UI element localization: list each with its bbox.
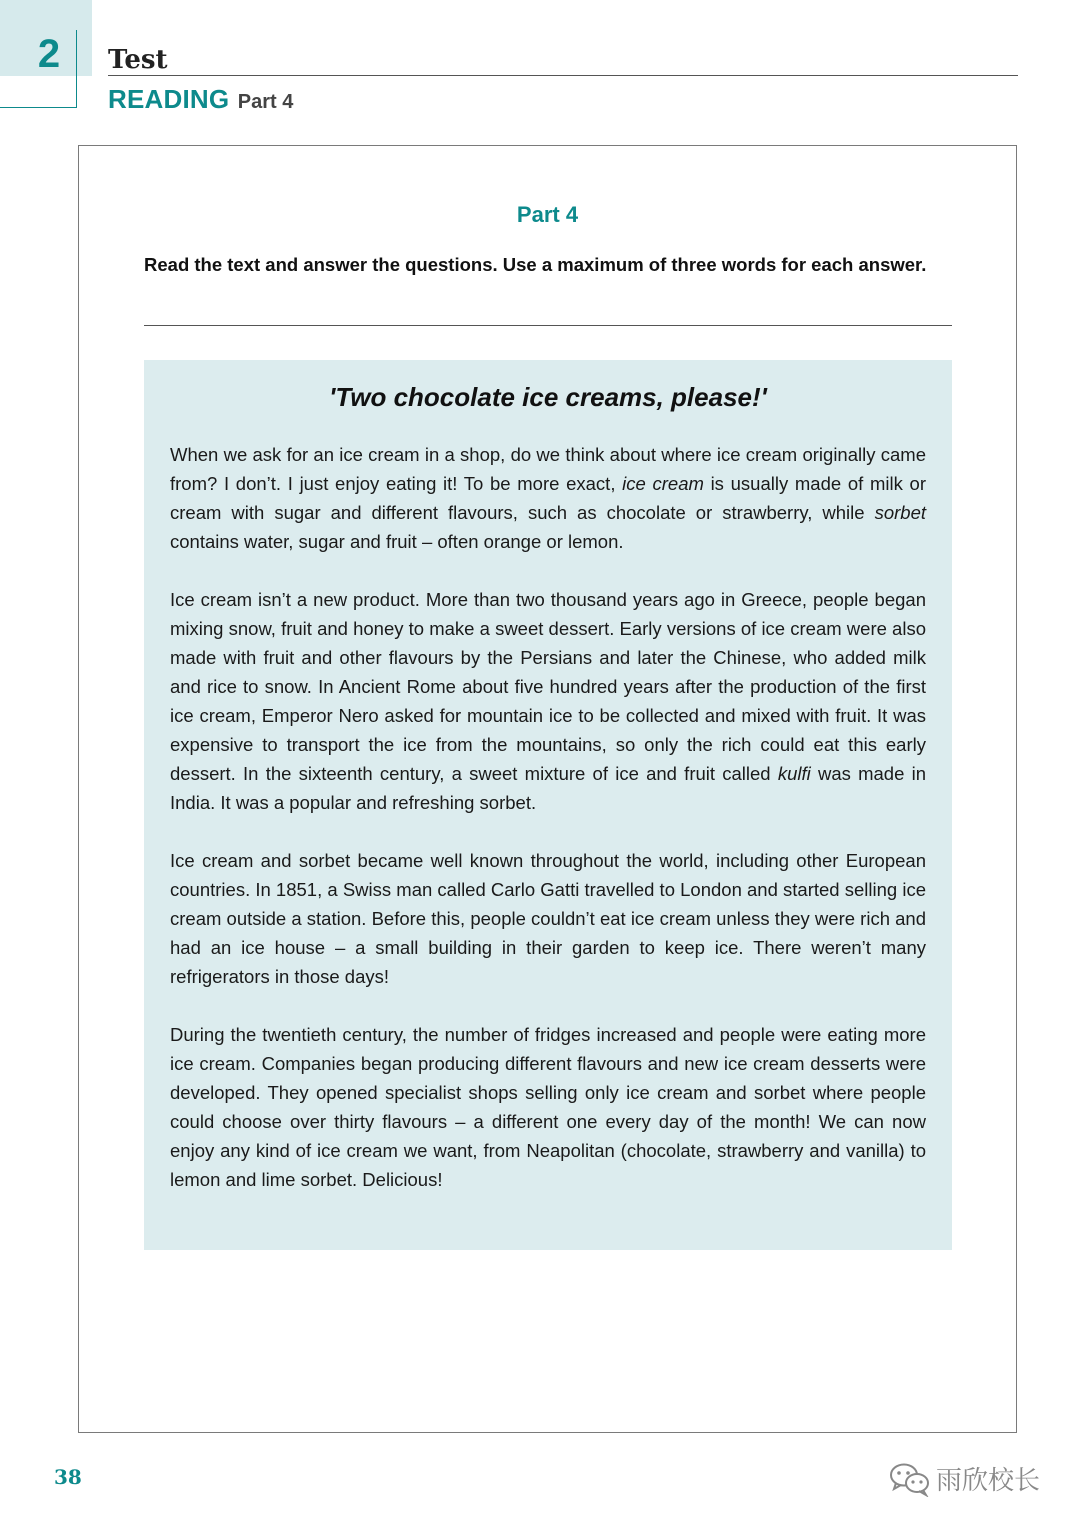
text-run: Ice cream isn’t a new product. More than two thousand years ago in Greece, people began mixing snow, fruit and honey to make a sweet dessert. Early versions of ice cream were also made with fruit and other flavours by the Persians and later the Chinese, who added milk and rice to snow. In Ancient Rome about five hundred years after the production of the first ice cream, Emperor Nero asked for mountain ice to be collected and mixed with fruit. It was expensive to transport the ice from the mountains, so only the rich could eat this early dessert. In the sixteenth century, a sweet mixture of ice and fruit called	[170, 589, 926, 784]
tab-divider-vertical	[76, 30, 77, 108]
passage-paragraph	[170, 846, 926, 991]
passage-paragraph	[170, 585, 926, 817]
passage-title: 'Two chocolate ice creams, please!'	[329, 382, 767, 412]
part-heading: Part 4	[516, 202, 579, 227]
page-number: 38	[54, 1465, 82, 1489]
watermark-text: 雨欣校长	[936, 1465, 1041, 1495]
text-run: During the twentieth century, the number of fridges increased and people were eating more ice cream. Companies began producing different flavours and new ice cream desserts were developed. They opened specialist shops selling only ice cream and sorbet where people could choose over thirty flavours – a different one every day of the month! We can now enjoy any kind of ice cream we want, from Neapolitan (chocolate, strawberry and vanilla) to lemon and lime sorbet. Delicious!	[170, 1024, 926, 1190]
tab-divider-horizontal	[0, 107, 77, 108]
section-label: READING	[108, 84, 230, 114]
header-title: Test	[108, 45, 168, 75]
instructions: Read the text and answer the questions. Use a maximum of three words for each answer.	[144, 254, 927, 275]
header-section	[108, 83, 293, 120]
text-run: contains water, sugar and fruit – often orange or lemon.	[170, 531, 624, 552]
text-run: was made in India. It was a popular and refreshing sorbet.	[170, 763, 927, 813]
passage-paragraph	[170, 1020, 926, 1194]
unit-number: 2	[37, 32, 61, 76]
instructions-rule	[144, 325, 952, 326]
wechat-icon	[888, 1461, 932, 1497]
italic-term: sorbet	[874, 502, 926, 523]
text-run: Ice cream and sorbet became well known throughout the world, including other European countries. In 1851, a Swiss man called Carlo Gatti travelled to London and started selling ice cream outside a station. Before this, people couldn’t eat ice cream unless they were rich and had an ice house – a small building in their garden to keep ice. There weren’t many refrigerators in those days!	[170, 850, 926, 987]
text-run: is usually made of milk or cream with sugar and different flavours, such as chocolate or strawberry, while	[170, 473, 926, 523]
reading-passage	[144, 360, 952, 1250]
passage-paragraph	[170, 440, 926, 556]
watermark	[888, 1460, 1040, 1497]
header-rule	[108, 75, 1018, 76]
part-label: Part 4	[237, 91, 294, 113]
text-run: When we ask for an ice cream in a shop, do we think about where ice cream originally came from? I don’t. I just enjoy eating it! To be more exact,	[170, 444, 926, 494]
italic-term: kulfi	[777, 763, 811, 784]
italic-term: ice cream	[622, 473, 704, 494]
